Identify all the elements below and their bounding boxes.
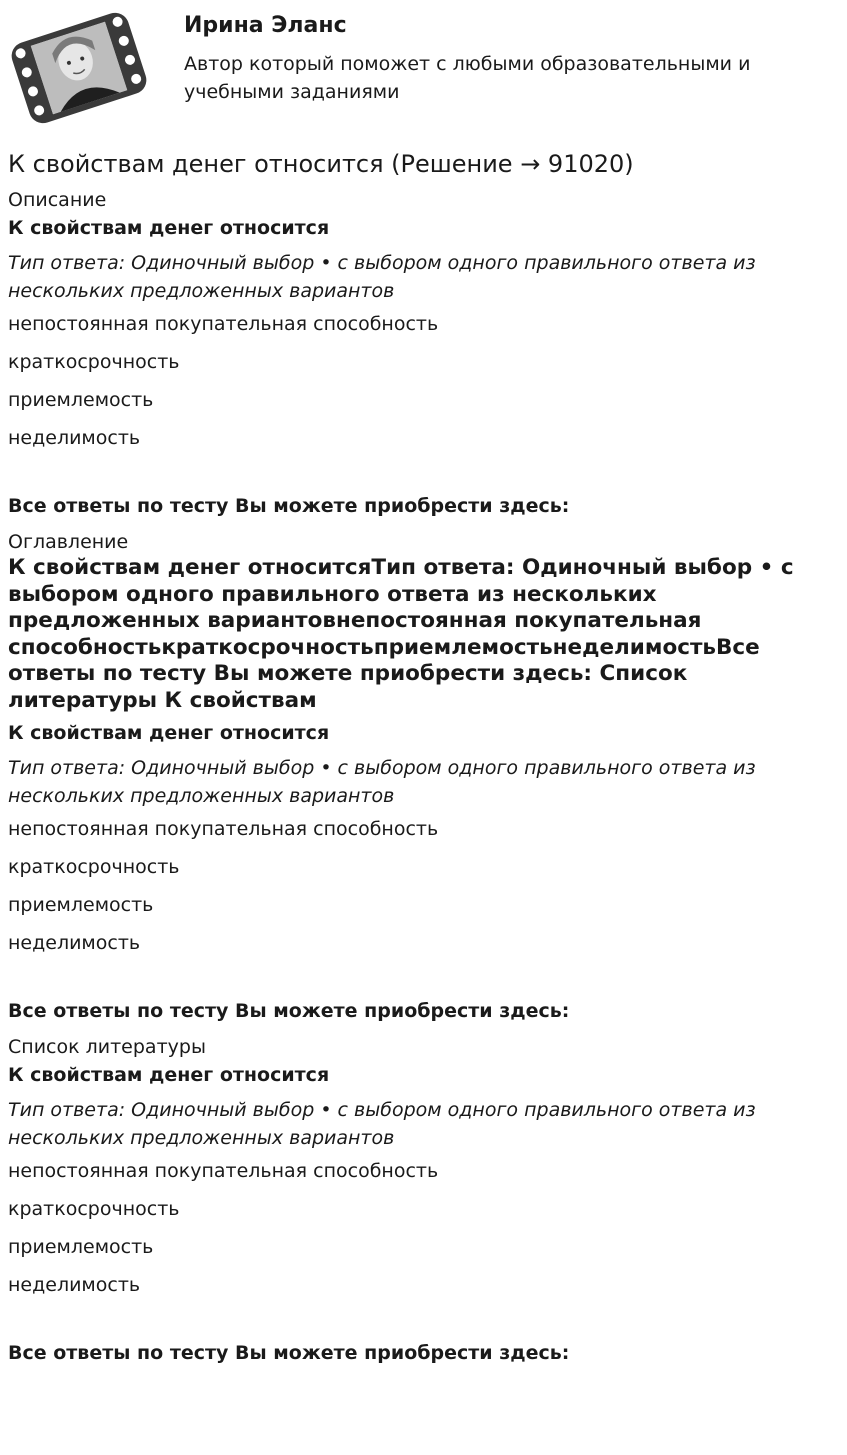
buy-note: Все ответы по тесту Вы можете приобрести здесь: <box>8 1342 570 1364</box>
answer-option: неделимость <box>8 932 141 954</box>
question-title: К свойствам денег относится <box>8 1064 330 1086</box>
answer-option: непостоянная покупательная способность <box>8 1160 439 1182</box>
answer-option: краткосрочность <box>8 856 180 878</box>
answer-option: непостоянная покупательная способность <box>8 313 439 335</box>
answer-option: приемлемость <box>8 389 154 411</box>
answer-option: неделимость <box>8 427 141 449</box>
answer-option: краткосрочность <box>8 351 180 373</box>
answer-option: краткосрочность <box>8 1198 180 1220</box>
buy-note: Все ответы по тесту Вы можете приобрести здесь: <box>8 495 570 517</box>
buy-note: Все ответы по тесту Вы можете приобрести здесь: <box>8 1000 570 1022</box>
page-title: К свойствам денег относится (Решение → 91020) <box>8 150 634 178</box>
toc-summary: К свойствам денег относитсяТип ответа: Одиночный выбор • с выбором одного правильного ответа из нескольких предложенных вариантовнепостоянная покупательная способностькраткосрочностьприемлемостьнеделимостьВсе ответы по тесту Вы можете приобрести здесь: Список литературы К свойствам <box>8 555 794 713</box>
answer-type: Тип ответа: Одиночный выбор • с выбором одного правильного ответа из нескольких предложенных вариантов <box>8 757 756 807</box>
author-header <box>0 0 847 140</box>
author-description: Автор который поможет с любыми образовательными и учебными заданиями <box>184 53 751 103</box>
author-avatar <box>8 8 150 128</box>
question-title: К свойствам денег относится <box>8 217 330 239</box>
toc-section <box>8 529 838 1024</box>
answer-option: неделимость <box>8 1274 141 1296</box>
section-label-references: Список литературы <box>8 1036 206 1058</box>
section-label-toc: Оглавление <box>8 531 129 553</box>
answer-type: Тип ответа: Одиночный выбор • с выбором одного правильного ответа из нескольких предложенных вариантов <box>8 252 756 302</box>
description-section <box>8 187 838 519</box>
section-label-description: Описание <box>8 189 107 211</box>
question-title: К свойствам денег относится <box>8 722 330 744</box>
answer-option: приемлемость <box>8 1236 154 1258</box>
main-content <box>8 147 838 1376</box>
author-name: Ирина Эланс <box>184 13 347 38</box>
answer-type: Тип ответа: Одиночный выбор • с выбором одного правильного ответа из нескольких предложенных вариантов <box>8 1099 756 1149</box>
answer-option: непостоянная покупательная способность <box>8 818 439 840</box>
answer-option: приемлемость <box>8 894 154 916</box>
references-section <box>8 1034 838 1366</box>
